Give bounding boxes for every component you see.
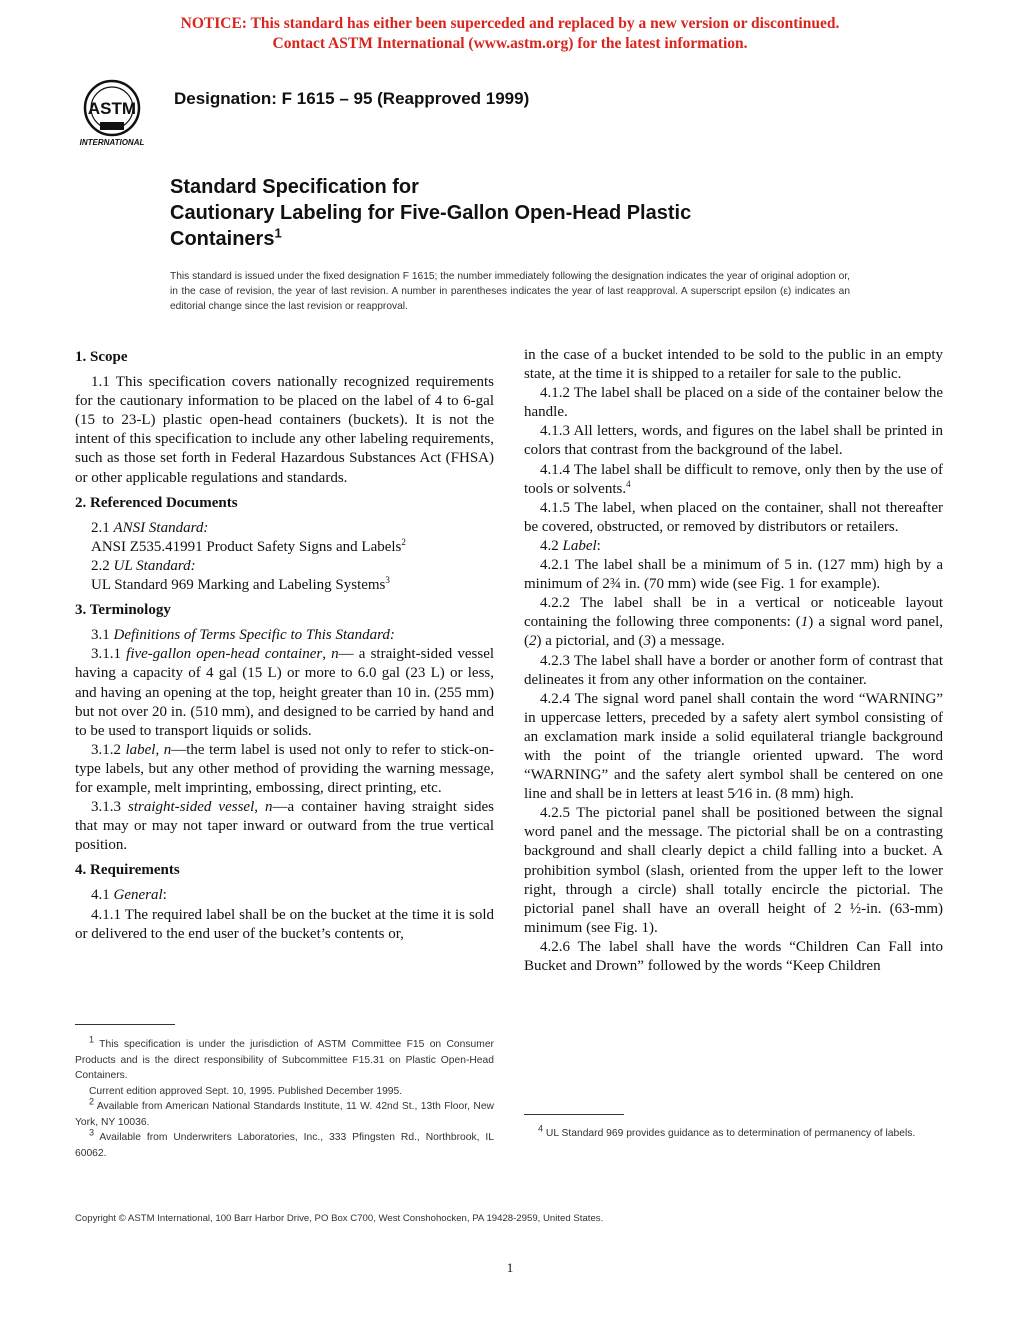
right-column bbox=[524, 346, 943, 976]
para-2-1-ref: ANSI Z535.41991 Product Safety Signs and Labels$^2$ bbox=[91, 536, 406, 555]
para-2-2: 2.2 UL Standard: bbox=[91, 557, 196, 574]
para-2-2-ref: UL Standard 969 Marking and Labeling Systems$^3$ bbox=[91, 575, 390, 594]
notice-line-2: Contact ASTM International (www.astm.org) for the latest information. bbox=[272, 35, 748, 52]
para-3-1-3: 3.1.3 straight-sided vessel, n—a container having straight sides that may or may not taper inward or outward from the true vertical position. bbox=[75, 799, 495, 854]
para-4-1-3: 4.1.3 All letters, words, and figures on the label shall be printed in colors that contrast from the background of the label. bbox=[524, 423, 943, 459]
left-column bbox=[75, 346, 494, 944]
footnote-1-approval: Current edition approved Sept. 10, 1995. Published December 1995. bbox=[89, 1085, 403, 1097]
copyright-line: Copyright © ASTM International, 100 Barr Harbor Drive, PO Box C700, West Conshohocken, PA 19428-2959, United States. bbox=[75, 1213, 604, 1224]
issued-note: This standard is issued under the fixed designation F 1615; the number immediately following the designation indicates the year of original adoption or, in the case of revision, the year of last revision. A number in parentheses indicates the year of last reapproval. A superscript epsilon (ε) indicates an editorial change since the last revision or reapproval. bbox=[170, 271, 850, 312]
section-heading-terminology: 3. Terminology bbox=[75, 602, 171, 619]
para-4-1-1-continued: in the case of a bucket intended to be sold to the public in an empty state, at the time it is shipped to a retailer for sale to the public. bbox=[524, 347, 943, 383]
para-2-1: 2.1 ANSI Standard: bbox=[91, 519, 209, 536]
left-footnotes bbox=[75, 1024, 494, 1161]
footnote-4: $^4$ UL Standard 969 provides guidance as to determination of permanency of labels. bbox=[538, 1123, 916, 1139]
para-1-1: 1.1 This specification covers nationally recognized requirements for the cautionary information to be placed on the label of 4 to 6-gal (15 to 23-L) plastic open-head containers (buckets). It is not the intent of this specification to include any other labeling requirements, such as those set forth in Federal Hazardous Substances Act (FHSA) or other applicable regulations and standards. bbox=[75, 374, 494, 486]
page-number: 1 bbox=[506, 1260, 514, 1275]
notice-banner bbox=[0, 14, 1020, 54]
para-4-2-1: 4.2.1 The label shall be a minimum of 5 in. (127 mm) high by a minimum of 2¾ in. (70 mm) wide (see Fig. 1 for example). bbox=[524, 557, 943, 593]
designation: Designation: F 1615 – 95 (Reapproved 1999) bbox=[174, 89, 530, 108]
astm-logo bbox=[64, 78, 164, 150]
title-line-3: Containers$^1$ bbox=[170, 225, 282, 250]
right-footnotes bbox=[524, 1114, 943, 1142]
para-4-1-4: 4.1.4 The label shall be difficult to remove, only then by the use of tools or solvents.$^4$ bbox=[524, 461, 943, 497]
section-heading-scope: 1. Scope bbox=[75, 349, 128, 365]
para-4-2-4: 4.2.4 The signal word panel shall contain the word “WARNING” in uppercase letters, preceded by a safety alert symbol consisting of an exclamation mark inside a solid equilateral triangle background with the point of the triangle oriented upward. The word “WARNING” and the safety alert symbol shall be centered on one line and shall be in letters at least 5⁄16 in. (8 mm) high. bbox=[524, 690, 943, 803]
para-4-2-3: 4.2.3 The label shall have a border or another form of contrast that delineates it from any other information on the container. bbox=[524, 652, 943, 688]
footnote-1: $^1$ This specification is under the jurisdiction of ASTM Committee F15 on Consumer Products and is the direct responsibility of Subcommittee F15.31 on Plastic Open-Head Containers. bbox=[75, 1034, 494, 1081]
para-4-1: 4.1 General: bbox=[91, 887, 167, 904]
para-4-2-5: 4.2.5 The pictorial panel shall be positioned between the signal word panel and the message. The pictorial shall be on a contrasting background and shall clearly depict a child falling into a bucket. A prohibition symbol (slash, oriented from the upper left to the lower right, through a circle) shall totally encircle the pictorial. The pictorial panel shall have an overall height of 2 ½-in. (63-mm) minimum (see Fig. 1). bbox=[524, 805, 943, 936]
para-4-2-2: 4.2.2 The label shall be in a vertical or noticeable layout containing the following three components: (1) a signal word panel, (2) a pictorial, and (3) a message. bbox=[524, 595, 943, 650]
footnote-3: $^3$ Available from Underwriters Laboratories, Inc., 333 Pfingsten Rd., Northbrook, IL 60062. bbox=[75, 1127, 494, 1159]
para-3-1-2: 3.1.2 label, n—the term label is used not only to refer to stick-on-type labels, but any other method of providing the warning message, for example, melt imprinting, embossing, direct printing, etc. bbox=[75, 741, 495, 796]
title-line-1: Standard Specification for bbox=[170, 176, 419, 198]
logo-subtext: INTERNATIONAL bbox=[79, 138, 145, 147]
para-4-1-2: 4.1.2 The label shall be placed on a side of the container below the handle. bbox=[524, 385, 943, 421]
footnote-2: $^2$ Available from American National Standards Institute, 11 W. 42nd St., 13th Floor, New York, NY 10036. bbox=[75, 1096, 494, 1128]
para-4-1-1: 4.1.1 The required label shall be on the bucket at the time it is sold or delivered to the end user of the bucket’s contents or, bbox=[75, 906, 494, 942]
logo-text: ASTM bbox=[87, 99, 137, 118]
document-title bbox=[170, 174, 870, 252]
title-line-2: Cautionary Labeling for Five-Gallon Open-Head Plastic bbox=[170, 202, 692, 224]
para-4-1-5: 4.1.5 The label, when placed on the container, shall not thereafter be covered, obstructed, or removed by distributors or retailers. bbox=[524, 499, 943, 535]
section-heading-referenced-documents: 2. Referenced Documents bbox=[75, 494, 238, 511]
para-3-1-1: 3.1.1 five-gallon open-head container, n— a straight-sided vessel having a capacity of 4 gal (15 L) or more to 6.0 gal (23 L) or less, and having an opening at the top, height greater than 10 in. (255 mm) but not over 20 in. (510 mm), and designed to be carried by hand and to be used to transport liquids or solids. bbox=[75, 646, 495, 739]
para-4-2-6: 4.2.6 The label shall have the words “Children Can Fall into Bucket and Drown” followed by the words “Keep Children bbox=[524, 938, 943, 974]
para-4-2: 4.2 Label: bbox=[540, 537, 601, 554]
section-heading-requirements: 4. Requirements bbox=[75, 862, 180, 879]
notice-line-1: NOTICE: This standard has either been superceded and replaced by a new version or discontinued. bbox=[180, 15, 840, 32]
para-3-1: 3.1 Definitions of Terms Specific to This Standard: bbox=[91, 627, 395, 644]
title-footnote-ref: 1 bbox=[274, 225, 282, 241]
